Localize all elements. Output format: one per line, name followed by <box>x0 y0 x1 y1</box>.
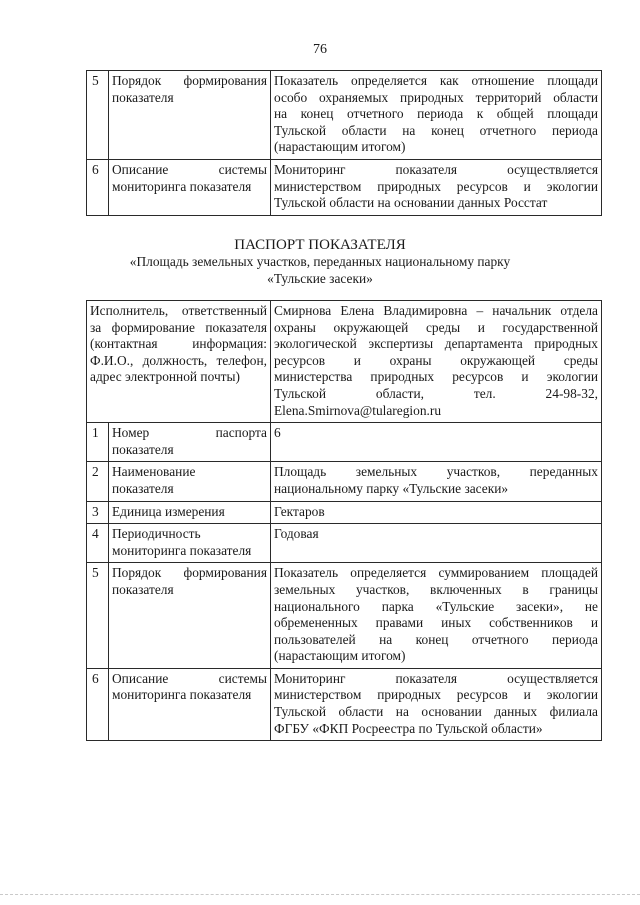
cell-line: на конец отчетного периода к общей площади <box>274 106 598 122</box>
cell-line: Elena.Smirnova@tularegion.ru <box>274 402 442 418</box>
cell-line: охраны окружающей среды и государственной <box>274 319 598 335</box>
row-label <box>109 668 271 740</box>
cell-line: Показатель определяется суммированием площадей <box>274 565 598 581</box>
row-value <box>271 71 602 160</box>
cell-line: показателя <box>112 480 174 496</box>
cell-line: министерством природных ресурсов и экологии <box>274 687 598 703</box>
row-value <box>271 159 602 215</box>
row-label <box>109 462 271 501</box>
row-label <box>109 524 271 563</box>
cell-line: национальному парку «Тульские засеки» <box>274 480 509 496</box>
cell-line: Ф.И.О., должность, телефон, <box>90 352 267 368</box>
row-label <box>109 563 271 669</box>
row-value <box>271 668 602 740</box>
top-table <box>86 70 602 216</box>
table-row <box>87 462 602 501</box>
row-value <box>271 563 602 669</box>
cell-line: 6 <box>274 425 281 441</box>
table-row <box>87 71 602 160</box>
passport-subtitle-line1: «Площадь земельных участков, переданных национальному парку <box>129 254 511 269</box>
passport-heading <box>0 236 640 287</box>
page-number: 76 <box>313 42 327 57</box>
cell-line: Смирнова Елена Владимировна – начальник отдела <box>274 303 598 318</box>
cell-line: обремененных правами иных собственников и <box>274 615 598 631</box>
cell-line: мониторинга показателя <box>112 687 252 703</box>
cell-line: Площадь земельных участков, переданных <box>274 464 598 480</box>
cell-line: Тульской области, тел. 24-98-32, <box>274 385 598 401</box>
row-number: 5 <box>87 563 109 669</box>
cell-line: Мониторинг показателя осуществляется <box>274 670 598 686</box>
cell-line: (нарастающим итогом) <box>274 648 406 664</box>
cell-line: Описание системы <box>112 161 267 177</box>
cell-line: (нарастающим итогом) <box>274 139 406 155</box>
cell-line: пользователей на конец отчетного периода <box>274 631 598 647</box>
row-label <box>109 159 271 215</box>
cell-line: (контактная информация: <box>90 336 267 352</box>
cell-line: особо охраняемых природных территорий области <box>274 89 598 105</box>
passport-table <box>86 300 602 741</box>
cell-line: министерством природных ресурсов и экологии <box>274 178 598 194</box>
cell-line: Исполнитель, ответственный <box>90 303 267 318</box>
cell-line: Номер паспорта <box>112 425 267 441</box>
cell-line: ФГБУ «ФКП Росреестра по Тульской области» <box>274 720 543 736</box>
row-number: 6 <box>87 668 109 740</box>
cell-line: показателя <box>112 89 174 105</box>
cell-line: за формирование показателя <box>90 319 267 335</box>
row-number: 4 <box>87 524 109 563</box>
passport-title: ПАСПОРТ ПОКАЗАТЕЛЯ <box>234 237 406 253</box>
row-label <box>109 71 271 160</box>
executor-row <box>87 301 602 423</box>
cell-line: министерства природных ресурсов и экологии <box>274 369 598 385</box>
row-value <box>271 423 602 462</box>
cell-line: адрес электронной почты) <box>90 369 240 385</box>
passport-subtitle-line2: «Тульские засеки» <box>267 270 373 286</box>
table-row <box>87 668 602 740</box>
row-number: 6 <box>87 159 109 215</box>
executor-label <box>87 301 271 423</box>
cell-line: национального парка «Тульские засеки», не <box>274 598 598 614</box>
cell-line: Тульской области на основании данных Росстат <box>274 195 548 211</box>
cell-line: Тульской области на конец отчетного периода <box>274 122 598 138</box>
cell-line: Годовая <box>274 526 319 542</box>
table-row <box>87 524 602 563</box>
cell-line: Гектаров <box>274 503 325 519</box>
row-label <box>109 423 271 462</box>
table-row <box>87 501 602 524</box>
cell-line: ресурсов и охраны окружающей среды <box>274 352 598 368</box>
cell-line: Единица измерения <box>112 503 225 519</box>
cell-line: показателя <box>112 441 174 457</box>
row-number: 2 <box>87 462 109 501</box>
cell-line: мониторинга показателя <box>112 542 252 558</box>
cell-line: Мониторинг показателя осуществляется <box>274 161 598 177</box>
executor-value <box>271 301 602 423</box>
cell-line: земельных участков, включенных в границы <box>274 581 598 597</box>
cell-line: Тульской области на основании данных филиала <box>274 704 598 720</box>
row-number: 1 <box>87 423 109 462</box>
table-row <box>87 563 602 669</box>
table-row <box>87 159 602 215</box>
cell-line: экологической экспертизы департамента природных <box>274 336 598 352</box>
row-label <box>109 501 271 524</box>
cell-line: Периодичность <box>112 526 201 542</box>
cell-line: Показатель определяется как отношение площади <box>274 73 598 88</box>
row-value <box>271 462 602 501</box>
scan-artifact-line <box>0 894 640 899</box>
cell-line: Наименование <box>112 464 196 480</box>
cell-line: показателя <box>112 581 174 597</box>
cell-line: Порядок формирования <box>112 565 267 581</box>
cell-line: мониторинга показателя <box>112 178 252 194</box>
row-value <box>271 501 602 524</box>
cell-line: Порядок формирования <box>112 73 267 88</box>
row-number: 5 <box>87 71 109 160</box>
cell-line: Описание системы <box>112 670 267 686</box>
row-number: 3 <box>87 501 109 524</box>
table-row <box>87 423 602 462</box>
row-value <box>271 524 602 563</box>
